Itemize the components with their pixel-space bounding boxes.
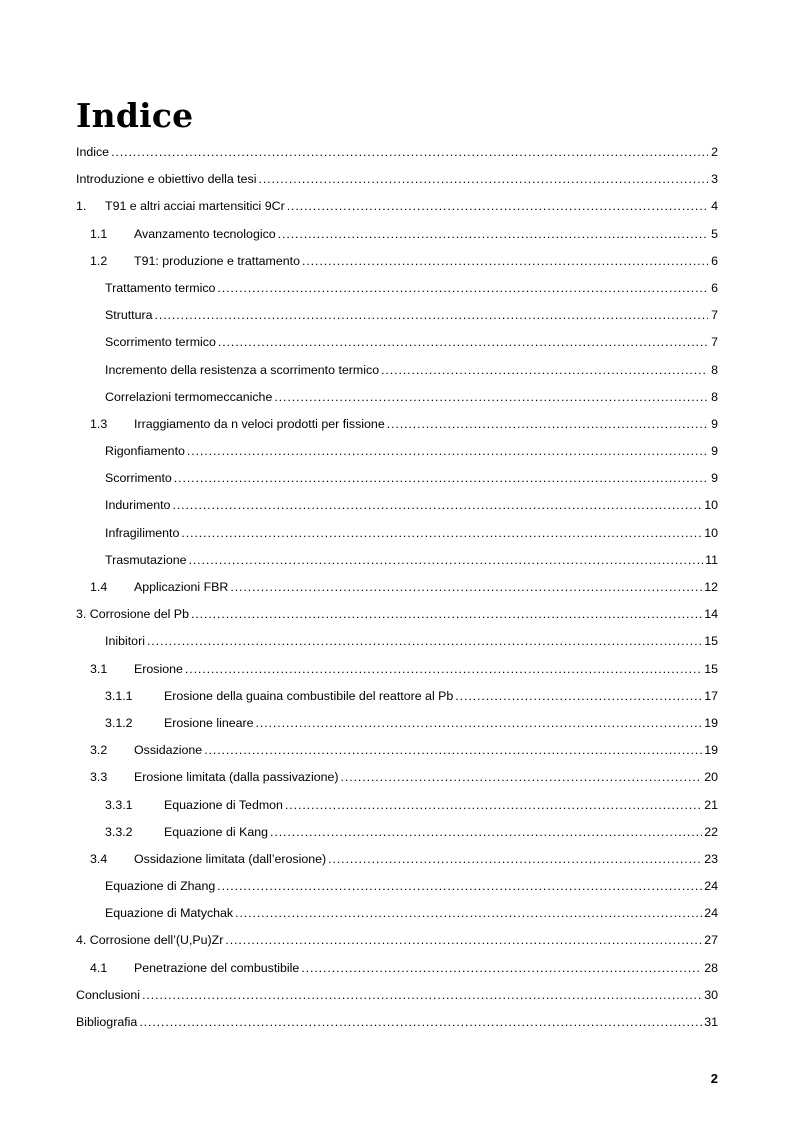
toc-entry-page: 31 [704, 1015, 718, 1029]
toc-entry-page: 7 [711, 308, 718, 323]
toc-entry-page: 21 [704, 797, 718, 812]
toc-entry-4-1[interactable] [76, 957, 718, 984]
toc-entry-text: Scorrimento [105, 471, 172, 486]
dot-leader [256, 712, 703, 734]
toc-entry-number: 3.3 [90, 770, 108, 785]
toc-entry-text: Correlazioni termomeccaniche [105, 389, 273, 404]
toc-entry-3-2[interactable] [76, 739, 718, 766]
dot-leader [274, 386, 708, 408]
dot-leader [328, 848, 702, 870]
toc-entry-text: Erosione [134, 661, 183, 676]
toc-entry-infragilimento[interactable] [76, 522, 718, 549]
toc-entry-text: Struttura [105, 308, 153, 323]
toc-entry-3-1-1[interactable] [76, 685, 718, 712]
toc-entry-chapter-1[interactable] [76, 195, 718, 222]
toc-entry-text: Penetrazione del combustibile [134, 960, 300, 975]
toc-entry-text: T91: produzione e trattamento [134, 253, 300, 268]
toc-entry-chapter-3[interactable] [76, 603, 718, 630]
toc-entry-text: Ossidazione limitata (dall’erosione) [134, 851, 327, 866]
dot-leader [285, 794, 702, 816]
dot-leader [181, 522, 702, 544]
toc-entry-page: 17 [704, 688, 718, 703]
toc-entry-text: Equazione di Kang [164, 824, 269, 839]
toc-entry-text: 3. Corrosione del Pb [76, 607, 189, 622]
dot-leader [225, 929, 702, 951]
toc-entry-equazione-zhang[interactable] [76, 875, 718, 902]
toc-entry-text: Equazione di Matychak [105, 906, 234, 921]
toc-entry-text: T91 e altri acciai martensitici 9Cr [105, 199, 285, 214]
toc-entry-indice[interactable] [76, 141, 718, 168]
toc-entry-number: 3.4 [90, 851, 108, 866]
toc-entry-text: Avanzamento tecnologico [134, 226, 276, 241]
toc-entry-text: Infragilimento [105, 525, 180, 540]
dot-leader [187, 440, 708, 462]
toc-entry-page: 5 [711, 226, 718, 241]
toc-entry-text: Trattamento termico [105, 280, 216, 295]
toc-entry-scorrimento[interactable] [76, 467, 718, 494]
toc-entry-3-3-2[interactable] [76, 821, 718, 848]
dot-leader [139, 1011, 702, 1033]
toc-entry-page: 19 [704, 743, 718, 758]
toc-entry-indurimento[interactable] [76, 494, 718, 521]
dot-leader [287, 195, 708, 217]
toc-entry-number: 4.1 [90, 960, 108, 975]
toc-entry-text: Inibitori [105, 634, 145, 649]
dot-leader [258, 168, 708, 190]
toc-entry-text: 4. Corrosione dell’(U,Pu)Zr [76, 933, 224, 948]
toc-entry-trattamento-termico[interactable] [76, 277, 718, 304]
toc-entry-text: Erosione della guaina combustibile del reattore al Pb [164, 688, 454, 703]
toc-entry-page: 23 [704, 851, 718, 866]
toc-entry-text: Erosione lineare [164, 715, 254, 730]
toc-entry-page: 7 [711, 335, 718, 350]
toc-entry-text: Bibliografia [76, 1015, 138, 1029]
toc-entry-number: 3.1.1 [105, 688, 133, 703]
toc-entry-rigonfiamento[interactable] [76, 440, 718, 467]
toc-entry-page: 30 [704, 987, 718, 1002]
toc-entry-scorrimento-termico[interactable] [76, 331, 718, 358]
toc-entry-chapter-4[interactable] [76, 929, 718, 956]
toc-entry-text: Trasmutazione [105, 552, 187, 567]
toc-entry-text: Ossidazione [134, 743, 203, 758]
toc-entry-page: 19 [704, 715, 718, 730]
dot-leader [189, 549, 704, 571]
toc-entry-page: 6 [711, 280, 718, 295]
toc-entry-page: 27 [704, 933, 718, 948]
dot-leader [302, 250, 708, 272]
toc-entry-page: 11 [705, 552, 718, 567]
toc-entry-text: Indice [76, 145, 110, 159]
dot-leader [278, 223, 708, 245]
dot-leader [387, 413, 708, 435]
dot-leader [191, 603, 702, 625]
toc-entry-number: 3.1.2 [105, 715, 133, 730]
toc-entry-page: 8 [711, 362, 718, 377]
toc-entry-bibliografia[interactable] [76, 1011, 718, 1038]
dot-leader [217, 277, 708, 299]
toc-entry-number: 1. [76, 199, 87, 214]
toc-entry-page: 2 [711, 145, 718, 159]
toc-entry-page: 10 [704, 498, 718, 513]
toc-entry-trasmutazione[interactable] [76, 549, 718, 576]
toc-entry-3-4[interactable] [76, 848, 718, 875]
toc-entry-inibitori[interactable] [76, 630, 718, 657]
dot-leader [172, 494, 702, 516]
toc-entry-page: 20 [704, 770, 718, 785]
dot-leader [174, 467, 708, 489]
toc-entry-1-3[interactable] [76, 413, 718, 440]
toc-entry-text: Conclusioni [76, 987, 141, 1002]
toc-entry-number: 3.1 [90, 661, 108, 676]
toc-entry-3-1-2[interactable] [76, 712, 718, 739]
dot-leader [204, 739, 702, 761]
dot-leader [147, 630, 702, 652]
dot-leader [155, 304, 708, 326]
toc-entry-introduzione[interactable] [76, 168, 718, 195]
toc-entry-equazione-matychak[interactable] [76, 902, 718, 929]
toc-entry-page: 15 [704, 634, 718, 649]
toc-entry-1-2[interactable] [76, 250, 718, 277]
toc-entry-page: 8 [711, 389, 718, 404]
toc-entry-text: Incremento della resistenza a scorrimento termico [105, 362, 380, 377]
toc-entry-text: Equazione di Tedmon [164, 797, 283, 812]
dot-leader [270, 821, 702, 843]
toc-entry-3-3-1[interactable] [76, 794, 718, 821]
dot-leader [381, 359, 708, 381]
dot-leader [301, 957, 702, 979]
dot-leader [111, 141, 708, 163]
dot-leader [142, 984, 702, 1006]
toc-entry-text: Equazione di Zhang [105, 879, 216, 894]
toc-entry-text: Irraggiamento da n veloci prodotti per fissione [134, 416, 385, 431]
toc-entry-page: 9 [711, 444, 718, 459]
toc-entry-text: Erosione limitata (dalla passivazione) [134, 770, 339, 785]
dot-leader [217, 875, 702, 897]
toc-entry-page: 4 [711, 199, 718, 214]
toc-entry-number: 1.3 [90, 416, 108, 431]
dot-leader [235, 902, 702, 924]
toc-entry-page: 14 [704, 607, 718, 622]
toc-entry-page: 3 [711, 172, 718, 187]
toc-entry-1-1[interactable] [76, 223, 718, 250]
toc-entry-page: 28 [704, 960, 718, 975]
toc-entry-number: 1.2 [90, 253, 108, 268]
toc-entry-text: Indurimento [105, 498, 171, 513]
toc-entry-text: Scorrimento termico [105, 335, 216, 350]
toc-entry-number: 1.1 [90, 226, 108, 241]
toc-entry-conclusioni[interactable] [76, 984, 718, 1011]
toc-entry-number: 3.2 [90, 743, 108, 758]
toc-entry-1-4[interactable] [76, 576, 718, 603]
toc-entry-struttura[interactable] [76, 304, 718, 331]
toc-entry-number: 3.3.2 [105, 824, 133, 839]
dot-leader [185, 658, 702, 680]
toc-entry-3-1[interactable] [76, 658, 718, 685]
toc-entry-incremento-resistenza[interactable] [76, 359, 718, 386]
toc-entry-page: 24 [704, 879, 718, 894]
dot-leader [455, 685, 702, 707]
toc-entry-page: 15 [704, 661, 718, 676]
page-title: Indice [76, 96, 194, 135]
toc-entry-page: 12 [704, 580, 718, 594]
toc-entry-number: 3.3.1 [105, 797, 133, 812]
toc-entry-text: Introduzione e obiettivo della tesi [76, 172, 257, 187]
dot-leader [230, 576, 702, 598]
page-number: 2 [710, 1071, 718, 1086]
toc-entry-page: 24 [704, 906, 718, 921]
toc-entry-page: 9 [711, 416, 718, 431]
dot-leader [341, 766, 703, 788]
toc-entry-correlazioni[interactable] [76, 386, 718, 413]
toc-entry-number: 1.4 [90, 580, 108, 594]
table-of-contents [76, 141, 718, 1038]
toc-entry-page: 9 [711, 471, 718, 486]
toc-entry-3-3[interactable] [76, 766, 718, 793]
toc-entry-page: 10 [704, 525, 718, 540]
toc-entry-page: 6 [711, 253, 718, 268]
toc-entry-text: Rigonfiamento [105, 444, 185, 459]
toc-entry-text: Applicazioni FBR [134, 580, 229, 594]
toc-entry-page: 22 [704, 824, 718, 839]
dot-leader [218, 331, 708, 353]
